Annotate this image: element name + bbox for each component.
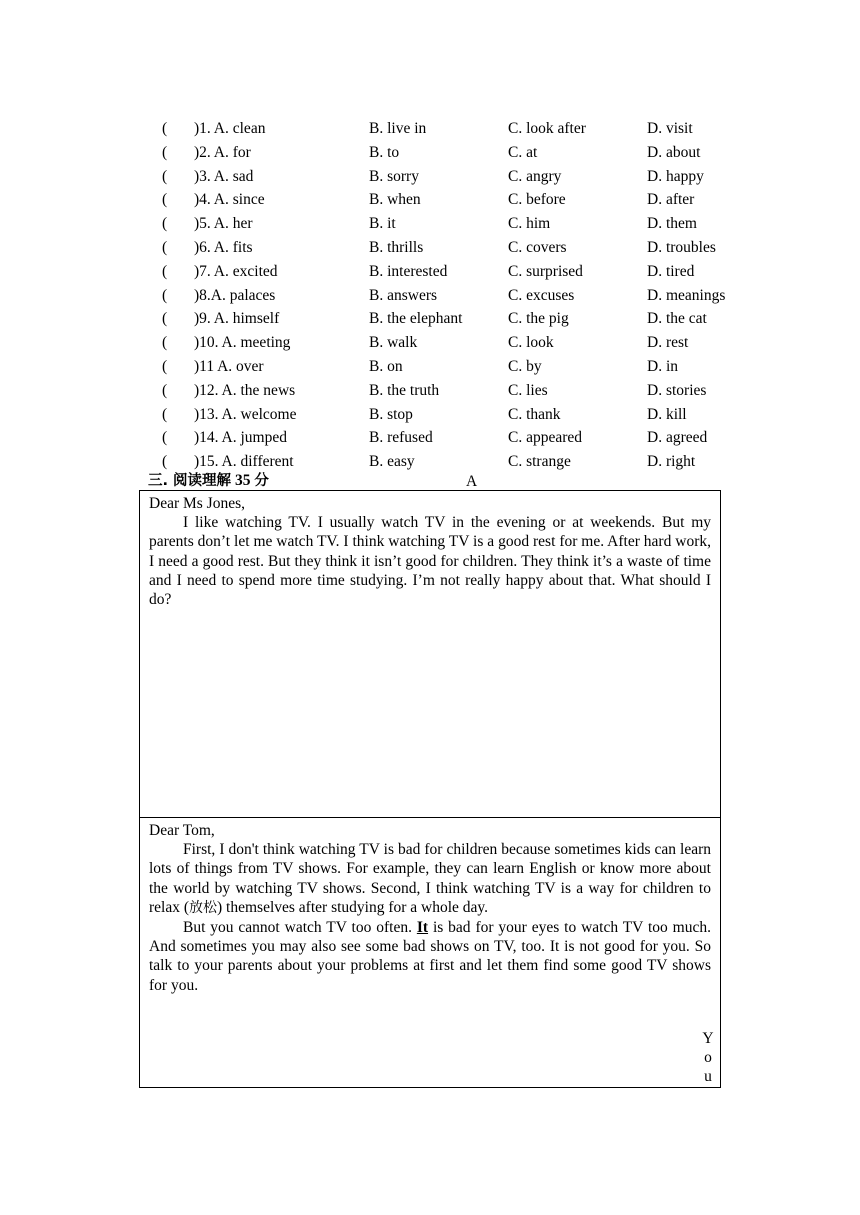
signature-char: o <box>704 1049 712 1067</box>
answer-paren: ( <box>162 143 168 161</box>
question-row <box>162 309 762 333</box>
option-b: B. it <box>369 215 396 233</box>
letter2-underlined-word: It <box>416 919 429 937</box>
question-row <box>162 333 762 357</box>
option-a: )12. A. the news <box>194 381 296 399</box>
letter2-p2-text-a: But you cannot watch TV too often. <box>183 919 417 937</box>
option-d: D. stories <box>647 381 707 399</box>
question-row <box>162 286 762 310</box>
option-c: C. appeared <box>508 429 583 447</box>
option-b: B. interested <box>369 262 448 280</box>
option-c: C. angry <box>508 167 562 185</box>
option-d: D. in <box>647 357 678 375</box>
answer-paren: ( <box>162 191 168 209</box>
answer-paren: ( <box>162 453 168 471</box>
option-a: )10. A. meeting <box>194 334 291 352</box>
question-row <box>162 119 762 143</box>
signature-char: Y <box>702 1030 714 1047</box>
letter-cell-reply <box>140 818 720 1087</box>
answer-paren: ( <box>162 381 168 399</box>
letter2-p1-text-a: First, I don't think watching TV is bad for children because sometimes kids can learn lots of things from TV shows. For example, they can learn English or know more about the world by watching TV shows. Second, I think watching TV is a way for children to relax ( <box>149 841 711 916</box>
answer-paren: ( <box>162 286 168 304</box>
question-list <box>162 119 762 476</box>
question-row <box>162 405 762 429</box>
option-a: )6. A. fits <box>194 238 253 256</box>
letter2-p1-chinese: 放松 <box>189 899 218 916</box>
letter2-p1-text-b: ) themselves after studying for a whole day. <box>217 898 489 916</box>
section-heading <box>148 471 269 491</box>
signature-char: u <box>704 1068 712 1086</box>
option-d: D. them <box>647 215 697 233</box>
option-a: )4. A. since <box>194 191 265 209</box>
question-row <box>162 381 762 405</box>
letter2-signature <box>702 1029 714 1087</box>
option-a: )8.A. palaces <box>194 286 276 304</box>
option-a: )5. A. her <box>194 215 253 233</box>
option-d: D. happy <box>647 167 704 185</box>
option-c: C. the pig <box>508 310 569 328</box>
option-d: D. the cat <box>647 310 707 328</box>
letter1-body: I like watching TV. I usually watch TV in the evening or at weekends. But my parents don’t let me watch TV. I think watching TV is a good rest for me. After hard work, I need a good rest. But they think it isn’t good for children. They think it’s a waste of time and I need to spend more time studying. I’m not really happy about that. What should I do? <box>149 514 711 609</box>
option-b: B. live in <box>369 120 427 137</box>
option-b: B. the truth <box>369 381 440 399</box>
option-d: D. kill <box>647 405 687 423</box>
option-a: )1. A. clean <box>194 120 266 137</box>
answer-paren: ( <box>162 429 168 447</box>
option-d: D. agreed <box>647 429 708 447</box>
answer-paren: ( <box>162 405 168 423</box>
answer-paren: ( <box>162 334 168 352</box>
option-a: )15. A. different <box>194 453 294 471</box>
letter2-paragraph-1 <box>149 840 711 918</box>
section-score: 35 <box>234 472 251 489</box>
option-d: D. after <box>647 191 695 209</box>
question-row <box>162 214 762 238</box>
option-c: C. him <box>508 215 551 233</box>
answer-paren: ( <box>162 120 168 137</box>
option-a: )14. A. jumped <box>194 429 287 447</box>
option-d: D. tired <box>647 262 695 280</box>
section-title-cn: 三. 阅读理解 <box>148 473 232 489</box>
option-b: B. thrills <box>369 238 424 256</box>
option-a: )7. A. excited <box>194 262 278 280</box>
passage-label: A <box>466 473 478 490</box>
option-a: )9. A. himself <box>194 310 280 328</box>
option-a: )13. A. welcome <box>194 405 297 423</box>
letter2-paragraph-2 <box>149 918 711 995</box>
option-c: C. before <box>508 191 566 209</box>
option-b: B. when <box>369 191 421 209</box>
answer-paren: ( <box>162 357 168 375</box>
letter2-salutation: Dear Tom, <box>149 822 215 839</box>
option-b: B. to <box>369 143 400 161</box>
option-c: C. surprised <box>508 262 583 280</box>
question-row <box>162 357 762 381</box>
option-c: C. by <box>508 357 542 375</box>
question-row <box>162 143 762 167</box>
option-a: )3. A. sad <box>194 167 254 185</box>
option-d: D. rest <box>647 334 689 352</box>
letter-table <box>139 490 721 1088</box>
option-c: C. look after <box>508 120 586 137</box>
option-d: D. meanings <box>647 286 726 304</box>
option-d: D. visit <box>647 120 693 137</box>
option-b: B. sorry <box>369 167 419 185</box>
option-a: )11 A. over <box>194 357 264 375</box>
option-c: C. at <box>508 143 538 161</box>
answer-paren: ( <box>162 262 168 280</box>
letter-cell-question <box>140 491 720 818</box>
option-b: B. the elephant <box>369 310 463 328</box>
option-c: C. lies <box>508 381 548 399</box>
question-row <box>162 262 762 286</box>
option-c: C. strange <box>508 453 571 471</box>
option-b: B. walk <box>369 334 418 352</box>
option-a: )2. A. for <box>194 143 251 161</box>
answer-paren: ( <box>162 238 168 256</box>
option-c: C. excuses <box>508 286 575 304</box>
option-b: B. refused <box>369 429 433 447</box>
option-b: B. easy <box>369 453 415 471</box>
option-c: C. look <box>508 334 554 352</box>
question-row <box>162 190 762 214</box>
option-b: B. stop <box>369 405 413 423</box>
option-b: B. answers <box>369 286 438 304</box>
option-c: C. thank <box>508 405 561 423</box>
question-row <box>162 238 762 262</box>
option-d: D. right <box>647 453 696 471</box>
option-d: D. about <box>647 143 701 161</box>
section-score-unit: 分 <box>254 473 269 489</box>
letter2-p2-text-b: is bad for your eyes to watch TV too much. And sometimes you may also see some bad shows on TV, too. It is not good for you. So talk to your parents about your problems at first and let them find some good TV shows for you. <box>149 919 711 994</box>
option-d: D. troubles <box>647 238 716 256</box>
option-b: B. on <box>369 357 403 375</box>
question-row <box>162 167 762 191</box>
option-c: C. covers <box>508 238 567 256</box>
question-row <box>162 428 762 452</box>
answer-paren: ( <box>162 167 168 185</box>
answer-paren: ( <box>162 310 168 328</box>
answer-paren: ( <box>162 215 168 233</box>
letter1-salutation: Dear Ms Jones, <box>149 495 245 512</box>
